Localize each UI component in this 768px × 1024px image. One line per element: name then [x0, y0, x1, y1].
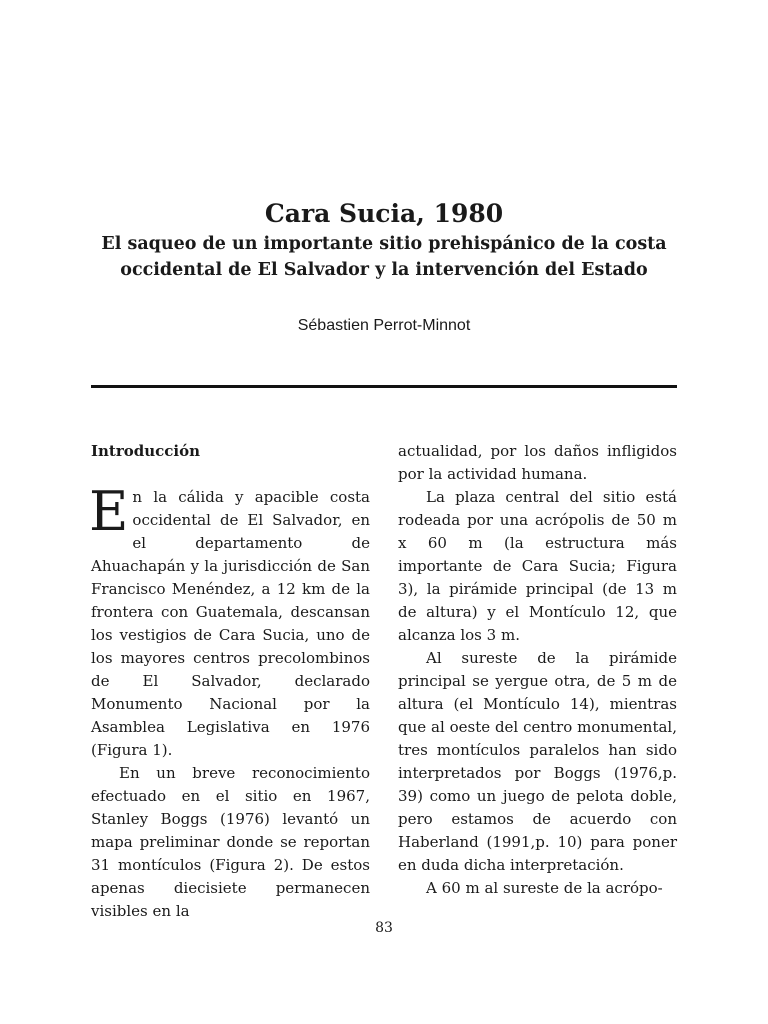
paragraph-2: En un breve reconocimiento efectuado en el sitio en 1967, Stanley Boggs (1976) levantó un mapa preliminar donde se reportan 31 montículos (Figura 2). De estos apenas diecisiete permanecen visibles en la	[91, 764, 370, 920]
paragraph-3: actualidad, por los daños infligidos por la actividad humana.	[398, 442, 677, 483]
right-column	[398, 440, 677, 900]
author-name: Sébastien Perrot-Minnot	[297, 317, 471, 334]
paragraph-6: A 60 m al sureste de la acrópo-	[426, 879, 663, 897]
page-number: 83	[375, 920, 393, 936]
left-column	[91, 440, 370, 923]
paragraph-4: La plaza central del sitio está rodeada por una acrópolis de 50 m x 60 m (la estructura más importante de Cara Sucia; Figura 3), la pirámide principal (de 13 m de altura) y el Montículo 12, que alcanza los 3 m.	[398, 488, 677, 644]
section-heading: Introducción	[91, 442, 201, 460]
drop-cap: E	[89, 480, 129, 543]
article-title: Cara Sucia, 1980	[264, 199, 504, 228]
title-divider	[91, 385, 677, 388]
paragraph-5: Al sureste de la pirámide principal se yergue otra, de 5 m de altura (el Montículo 14), mientras que al oeste del centro monumental, tres montículos paralelos han sido interpretados por Boggs (1976,p. 39) como un juego de pelota doble, pero estamos de acuerdo con Haberland (1991,p. 10) para poner en duda dicha interpretación.	[398, 649, 677, 874]
article-subtitle: El saqueo de un importante sitio prehispánico de la costa occidental de El Salvador y la intervención del Estado	[101, 234, 667, 280]
paragraph-1-text: n la cálida y apacible costa occidental de El Salvador, en el departamento de Ahuachapán y la jurisdicción de San Francisco Menéndez, a 12 km de la frontera con Guatemala, descansan los vestigios de Cara Sucia, uno de los mayores centros precolombinos de El Salvador, declarado Monumento Nacional por la Asamblea Legislativa en 1976 (Figura 1).	[91, 488, 370, 759]
paragraph-1	[89, 480, 370, 762]
